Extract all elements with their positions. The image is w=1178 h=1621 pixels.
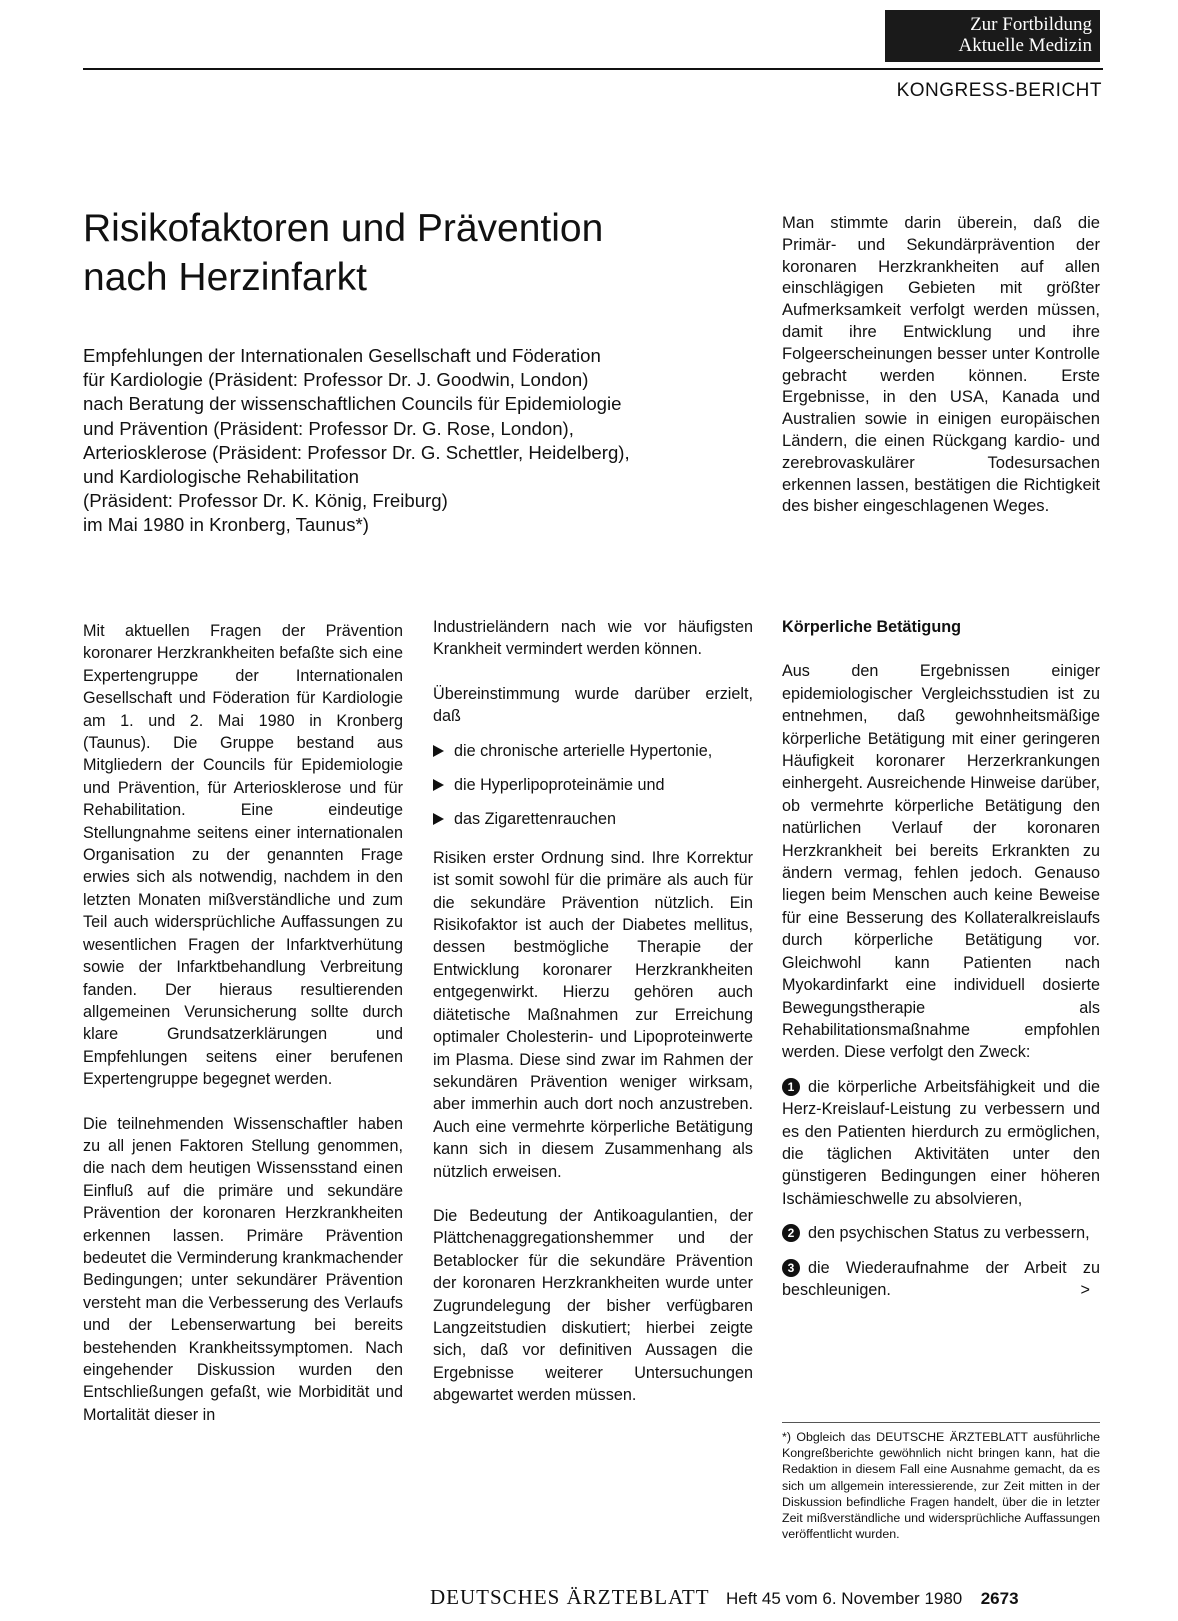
rubric-box [885,10,1100,62]
column-2 [433,616,753,1429]
numbered-item [782,1222,1100,1244]
section-label: KONGRESS-BERICHT [896,80,1102,101]
number-2-icon: 2 [782,1224,800,1242]
arrow-bullet-icon [433,813,444,825]
continue-arrow-icon: > [1080,1280,1090,1299]
top-rule [83,68,1103,70]
arrow-bullet-icon [433,745,444,757]
paragraph: Übereinstimmung wurde darüber erzielt, daß [433,684,753,726]
subtitle-line: nach Beratung der wissenschaftlichen Councils für Epidemiologie [83,393,622,415]
intro-column [782,212,1100,539]
page-number: 2673 [980,1589,1019,1608]
numbered-item-text: den psychischen Status zu verbessern, [808,1224,1090,1243]
bullet-text: die chronische arterielle Hypertonie, [454,741,713,760]
paragraph: Aus den Ergebnissen einiger epidemiologischer Vergleichsstudien ist zu entnehmen, daß gewohnheitsmäßige körperliche Betätigung mit einer geringeren Häufigkeit koronarer Herzerkrankungen einhergeht. Ausreichende Hinweise darüber, ob vermehrte körperliche Betätigung den natürlichen Verlauf der koronaren Herzkrankheit bei bereits Erkrankten zu ändern vermag, fehlen jedoch. Genauso liegen beim Menschen auch keine Beweise für eine Besserung des Kollateralkreislaufs durch körperliche Betätigung vor. Gleichwohl kann Patienten nach Myokardinfarkt eine individuell dosierte Bewegungstherapie als Rehabilitationsmaßnahme empfohlen werden. Diese verfolgt den Zweck: [782,662,1100,1062]
number-1-icon: 1 [782,1078,800,1096]
subtitle-line: für Kardiologie (Präsident: Professor Dr. J. Goodwin, London) [83,369,589,391]
bullet-text: die Hyperlipoproteinämie und [454,776,665,795]
paragraph: Risiken erster Ordnung sind. Ihre Korrektur ist somit sowohl für die primäre als auch für die sekundäre Prävention nützlich. Ein Risikofaktor ist auch der Diabetes mellitus, dessen bestmögliche Therapie der Entwicklung koronarer Herzkrankheiten entgegenwirkt. Hierzu gehören auch diätetische Maßnahmen zur Erreichung optimaler Cholesterin- und Lipoproteinwerte im Plasma. Diese sind zwar im Rahmen der sekundären Prävention weniger wirksam, aber immerhin auch dort noch anzustreben. Auch eine vermehrte körperliche Betätigung kann sich in diesem Zusammenhang als nützlich erweisen. [433,848,753,1181]
footnote: *) Obgleich das DEUTSCHE ÄRZTEBLATT ausführliche Kongreßberichte gewöhnlich nicht bringen kann, hat die Redaktion in diesem Fall eine Ausnahme gemacht, da es sich um allgemein interessierende, zur Zeit mitten in der Diskussion befindliche Fragen handelt, über die in letzter Zeit mißverständliche und widersprüchliche Auffassungen veröffentlicht wurden. [782,1422,1100,1542]
title-line-2: nach Herzinfarkt [83,256,367,299]
rubric-line-1: Zur Fortbildung [970,14,1092,35]
subtitle-line: im Mai 1980 in Kronberg, Taunus*) [83,514,369,536]
column-3 [782,616,1100,1301]
subtitle-line: Arteriosklerose (Präsident: Professor Dr. G. Schettler, Heidelberg), [83,441,630,463]
column-1 [83,620,403,1448]
intro-paragraph: Man stimmte darin überein, daß die Primär- und Sekundärprävention der koronaren Herzkrankheiten auf allen einschlägigen Gebieten mit größter Aufmerksamkeit verfolgt werden müssen, damit ihre Entwicklung und ihre Folgeerscheinungen besser unter Kontrolle gebracht werden können. Erste Ergebnisse, in den USA, Kanada und Australien sowie in einigen europäischen Ländern, die einen Rückgang kardio- und zerebrovaskulärer Todesursachen erkennen lassen, bestätigen die Richtigkeit des bisher eingeschlagenen Weges. [782,213,1100,516]
rubric-line-2: Aktuelle Medizin [958,35,1092,56]
paragraph: Die Bedeutung der Antikoagulantien, der Plättchenaggregationshemmer und der Betablocker für die sekundäre Prävention der koronaren Herzkrankheiten wurde unter Zugrundelegung der bisher verfügbaren Langzeitstudien diskutiert; hierbei zeigte sich, daß vor definitiven Aussagen die Ergebnisse weiterer Untersuchungen abgewartet werden müssen. [433,1206,753,1405]
subtitle-line: und Kardiologische Rehabilitation [83,466,359,488]
page-footer [430,1585,1019,1610]
bullet-item [433,808,753,830]
numbered-item-text: die körperliche Arbeitsfähigkeit und die Herz-Kreislauf-Leistung zu verbessern und es den Patienten hierdurch zu ermöglichen, die täglichen Aktivitäten unter den günstigeren Bedingungen einer höheren Ischämieschwelle zu absolvieren, [782,1077,1100,1208]
article-title [83,204,743,302]
subtitle-line: (Präsident: Professor Dr. K. König, Freiburg) [83,490,448,512]
title-line-1: Risikofaktoren und Prävention [83,207,604,250]
bullet-text: das Zigarettenrauchen [454,810,616,829]
numbered-item [782,1076,1100,1210]
bullet-item [433,740,753,762]
numbered-item [782,1257,1100,1302]
subtitle-line: und Prävention (Präsident: Professor Dr. G. Rose, London), [83,417,574,439]
numbered-item-text: die Wiederaufnahme der Arbeit zu beschleunigen. [782,1258,1100,1299]
paragraph: Die teilnehmenden Wissenschaftler haben zu all jenen Faktoren Stellung genommen, die nach dem heutigen Wissensstand einen Einfluß auf die primäre und sekundäre Prävention der koronaren Herzkrankheiten erkennen lassen. Primäre Prävention bedeutet die Verminderung krankmachender Bedingungen; unter sekundärer Prävention versteht man die Verbesserung des Verlaufs und der Lebenserwartung bei bereits bestehenden Krankheitssymptomen. Nach eingehender Diskussion wurden den Entschließungen gefaßt, wie Morbidität und Mortalität dieser in [83,1114,403,1424]
section-heading: Körperliche Betätigung [782,618,961,636]
paragraph: Mit aktuellen Fragen der Prävention koronarer Herzkrankheiten befaßte sich eine Expertengruppe der Internationalen Gesellschaft und Föderation für Kardiologie am 1. und 2. Mai 1980 in Kronberg (Taunus). Die Gruppe bestand aus Mitgliedern der Councils für Epidemiologie und Prävention, für Arteriosklerose und für Rehabilitation. Eine eindeutige Stellungnahme seitens einer internationalen Organisation zu der genannten Frage erwies sich als notwendig, nachdem in den letzten Monaten mißverständliche und zum Teil auch widersprüchliche Auffassungen zu wesentlichen Fragen der Infarktverhütung sowie der Infarktbehandlung Verbreitung fanden. Der hieraus resultierenden allgemeinen Verunsicherung sollte durch klare Grundsatzerklärungen und Empfehlungen seitens einer berufenen Expertengruppe begegnet werden. [83,622,403,1089]
number-3-icon: 3 [782,1259,800,1277]
bullet-item [433,774,753,796]
paragraph: Industrieländern nach wie vor häufigsten Krankheit vermindert werden können. [433,618,753,659]
subtitle-line: Empfehlungen der Internationalen Gesellschaft und Föderation [83,345,601,366]
arrow-bullet-icon [433,779,444,791]
journal-name: DEUTSCHES ÄRZTEBLATT [430,1585,710,1609]
article-subtitle [83,344,743,538]
issue-info: Heft 45 vom 6. November 1980 [726,1589,963,1608]
